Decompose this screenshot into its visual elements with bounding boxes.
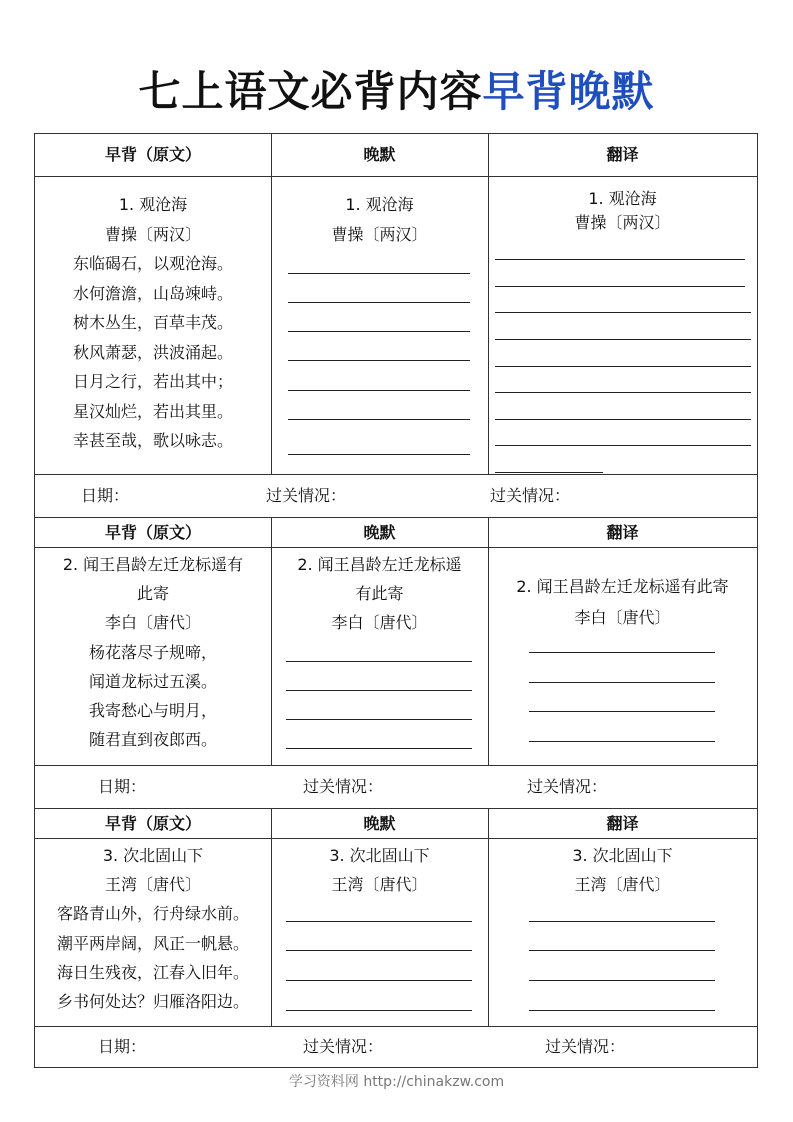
- dictation-blank-line[interactable]: [288, 390, 470, 391]
- worksheet-table: [34, 133, 758, 1068]
- dictation-blank-line[interactable]: [288, 302, 470, 303]
- header-translation: 翻译: [606, 145, 639, 164]
- translation-blank-line[interactable]: [529, 741, 715, 742]
- dictation-blank-line[interactable]: [286, 921, 472, 922]
- dictation-blank-line[interactable]: [288, 331, 470, 332]
- header-translation: 翻译: [606, 523, 639, 542]
- section2-date-row: [35, 765, 757, 808]
- translation-blank-line[interactable]: [495, 259, 745, 260]
- dictation-blank-line[interactable]: [288, 360, 470, 361]
- section3-date-row: [35, 1026, 757, 1068]
- translation-blank-line[interactable]: [529, 921, 715, 922]
- status-label: 过关情况：: [545, 1037, 626, 1056]
- dictation-blank-line[interactable]: [286, 1010, 472, 1011]
- header-original: 早背（原文）: [104, 145, 201, 164]
- translation-blank-line[interactable]: [495, 392, 751, 393]
- translation-blank-line[interactable]: [529, 950, 715, 951]
- dictation-blank-line[interactable]: [286, 748, 472, 749]
- status-label: 过关情况：: [303, 1037, 384, 1056]
- header-dictation: 晚默: [363, 145, 396, 164]
- translation-blank-line[interactable]: [495, 286, 745, 287]
- page-title: [0, 62, 793, 122]
- dictation-blank-line[interactable]: [286, 950, 472, 951]
- header-dictation: 晚默: [363, 814, 396, 833]
- translation-blank-line[interactable]: [529, 711, 715, 712]
- translation-blank-line[interactable]: [495, 366, 751, 367]
- translation-blank-line[interactable]: [495, 419, 751, 420]
- section1-dictation-title: 1. 观沧海 曹操〔两汉〕: [331, 195, 428, 244]
- translation-blank-line[interactable]: [529, 682, 715, 683]
- status-label: 过关情况：: [490, 486, 571, 505]
- header-translation: 翻译: [606, 814, 639, 833]
- translation-blank-line[interactable]: [529, 652, 715, 653]
- date-label: 日期：: [81, 486, 130, 505]
- footer-source: 学习资料网 http://chinakzw.com: [288, 1074, 505, 1090]
- dictation-blank-line[interactable]: [286, 661, 472, 662]
- dictation-blank-line[interactable]: [288, 419, 470, 420]
- dictation-blank-line[interactable]: [286, 690, 472, 691]
- header-original: 早背（原文）: [104, 523, 201, 542]
- translation-blank-line[interactable]: [495, 312, 751, 313]
- section1-date-row: [35, 474, 757, 517]
- section3-original-text: 3. 次北固山下 王湾〔唐代〕 客路青山外，行舟绿水前。 潮平两岸阔，风正一帆悬。 海日生残夜，江春入旧年。 乡书何处达？归雁洛阳边。: [56, 846, 249, 1012]
- translation-blank-line[interactable]: [529, 1010, 715, 1011]
- header-original: 早背（原文）: [104, 814, 201, 833]
- title-highlight: 早背晚默: [482, 67, 655, 116]
- translation-blank-line[interactable]: [529, 980, 715, 981]
- translation-blank-line[interactable]: [495, 445, 751, 446]
- section3-dictation-title: 3. 次北固山下 王湾〔唐代〕: [329, 846, 430, 895]
- section1-translation-title: 1. 观沧海 曹操〔两汉〕: [574, 189, 671, 232]
- header-dictation: 晚默: [363, 523, 396, 542]
- section2-translation-title: 2. 闻王昌龄左迁龙标遥有此寄 李白〔唐代〕: [516, 577, 729, 627]
- section1-original-text: 1. 观沧海 曹操〔两汉〕 东临碣石，以观沧海。 水何澹澹，山岛竦峙。 树木丛生，百草丰茂。 秋风萧瑟，洪波涌起。 日月之行，若出其中； 星汉灿烂，若出其里。 幸甚至哉，歌以咏志。: [72, 195, 233, 450]
- translation-blank-line[interactable]: [495, 472, 603, 473]
- dictation-blank-line[interactable]: [288, 273, 470, 274]
- status-label: 过关情况：: [266, 486, 347, 505]
- section2-original-text: 2. 闻王昌龄左迁龙标遥有 此寄 李白〔唐代〕 杨花落尽子规啼， 闻道龙标过五溪。 我寄愁心与明月， 随君直到夜郎西。: [62, 555, 244, 750]
- dictation-blank-line[interactable]: [288, 454, 470, 455]
- date-label: 日期：: [98, 777, 147, 796]
- section3-translation-title: 3. 次北固山下 王湾〔唐代〕: [572, 846, 673, 895]
- title-main: 七上语文必背内容: [138, 67, 483, 116]
- dictation-blank-line[interactable]: [286, 719, 472, 720]
- status-label: 过关情况：: [303, 777, 384, 796]
- section2-dictation-title: 2. 闻王昌龄左迁龙标遥 有此寄 李白〔唐代〕: [297, 555, 462, 633]
- date-label: 日期：: [98, 1037, 147, 1056]
- dictation-blank-line[interactable]: [286, 980, 472, 981]
- status-label: 过关情况：: [527, 777, 608, 796]
- translation-blank-line[interactable]: [495, 339, 751, 340]
